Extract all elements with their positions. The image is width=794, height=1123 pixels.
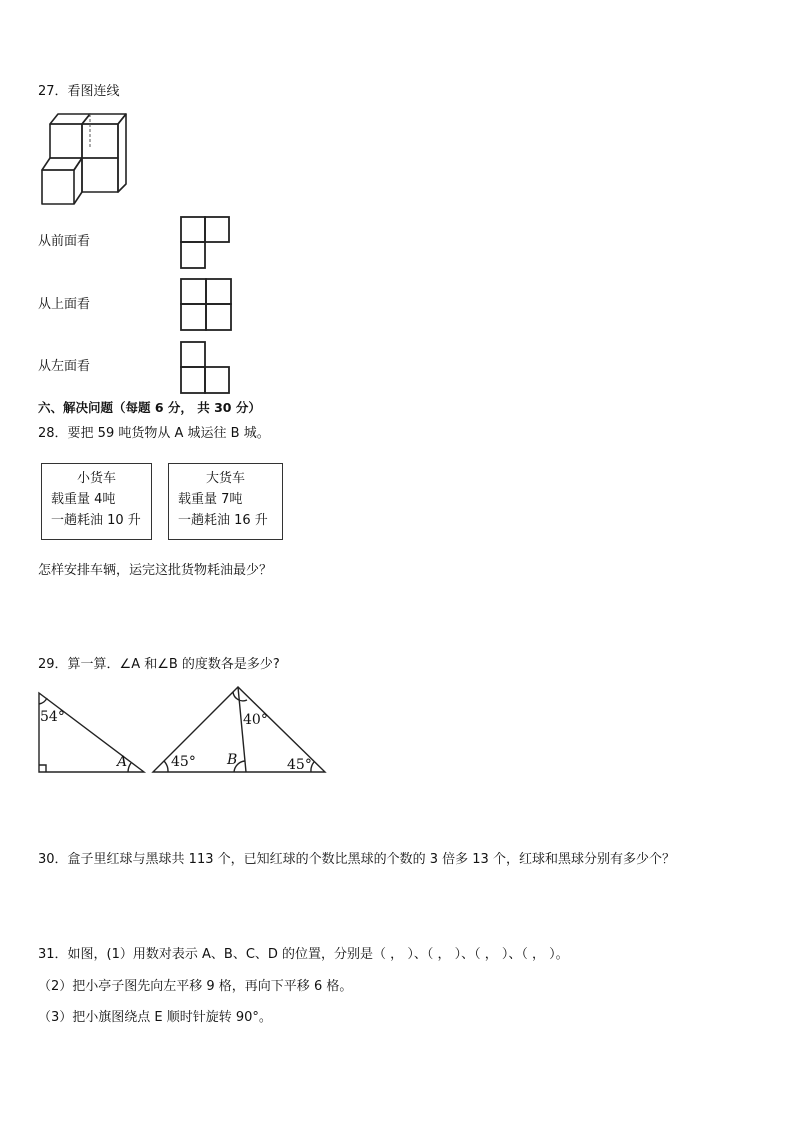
front-view-figure[interactable]	[180, 216, 230, 270]
q28-stem: 28．要把 59 吨货物从 A 城运往 B 城。	[38, 426, 270, 441]
section-six-title: 六、解决问题（每题 6 分， 共 30 分）	[38, 400, 261, 415]
angle-b-label: B	[227, 752, 238, 768]
left-view-figure[interactable]	[180, 341, 230, 395]
cube-stack-figure	[38, 108, 134, 208]
q29-stem: 29．算一算．∠A 和∠B 的度数各是多少?	[38, 657, 280, 672]
q28-question: 怎样安排车辆，运完这批货物耗油最少？	[38, 563, 273, 578]
angle-a-label: A	[117, 754, 128, 770]
small-truck-card	[41, 463, 152, 540]
big-truck-load: 载重量 7吨	[178, 492, 243, 507]
tri2-left-angle-label: 45°	[171, 754, 196, 770]
tri2-top-angle-label: 40°	[243, 712, 268, 728]
big-truck-card	[168, 463, 283, 540]
q27-title: 27．看图连线	[38, 84, 120, 99]
view-left-label: 从左面看	[38, 359, 91, 374]
tri2-right-angle-label: 45°	[287, 757, 312, 773]
big-truck-fuel: 一趟耗油 16 升	[178, 513, 268, 528]
view-top-label: 从上面看	[38, 297, 91, 312]
small-truck-name: 小货车	[76, 471, 116, 486]
q31-line1: 31．如图，(1）用数对表示 A、B、C、D 的位置，分别是（ ， ）、（ ， ）、（ ， ）、（ ， ）。	[38, 947, 569, 962]
view-front-label: 从前面看	[38, 234, 91, 249]
small-truck-load: 载重量 4吨	[51, 492, 116, 507]
tri1-angle-label: 54°	[40, 709, 65, 725]
q31-line3: （3）把小旗图绕点 E 顺时针旋转 90°。	[38, 1010, 272, 1025]
big-truck-name: 大货车	[205, 471, 245, 486]
q31-line2: （2）把小亭子图先向左平移 9 格，再向下平移 6 格。	[38, 979, 353, 994]
right-triangle-figure	[36, 690, 148, 776]
top-view-figure[interactable]	[180, 278, 232, 332]
small-truck-fuel: 一趟耗油 10 升	[51, 513, 141, 528]
q30-stem: 30．盒子里红球与黑球共 113 个，已知红球的个数比黑球的个数的 3 倍多 13 个，红球和黑球分别有多少个？	[38, 852, 675, 867]
